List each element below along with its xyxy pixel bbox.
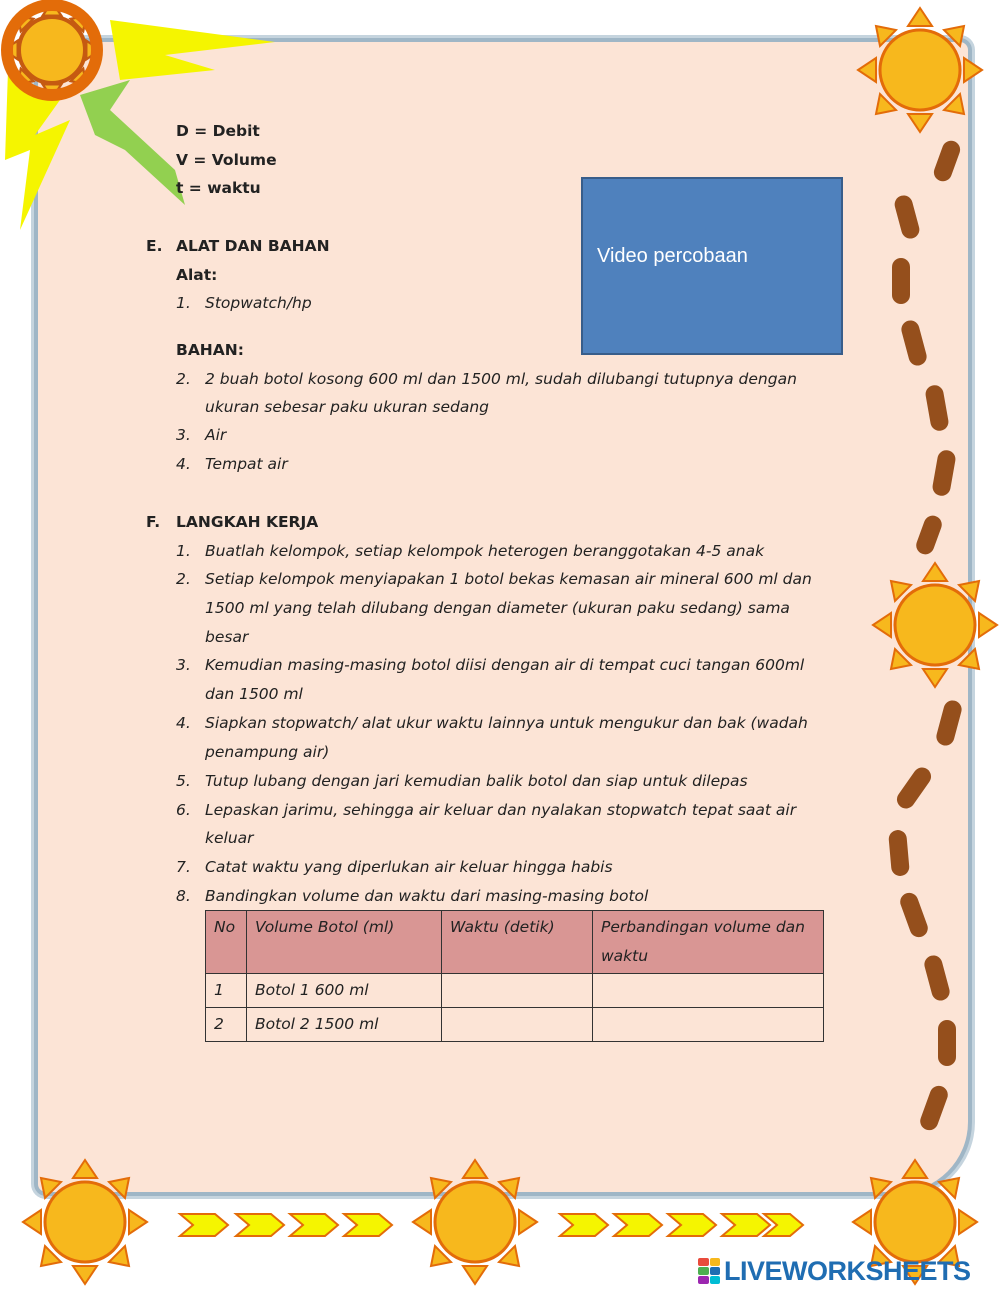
lightning-icon (80, 80, 185, 205)
section-f-heading: LANGKAH KERJA (176, 513, 319, 531)
tool-number: 1. (176, 294, 191, 312)
step-text: Catat waktu yang diperlukan air keluar hingga habis (205, 858, 613, 876)
cell-no: 2 (206, 1008, 247, 1042)
cell-volume: Botol 1 600 ml (247, 974, 442, 1008)
brand-name: LIVEWORKSHEETS (724, 1255, 971, 1286)
section-e-heading: ALAT DAN BAHAN (176, 237, 330, 255)
logo-icon (698, 1258, 720, 1284)
sun-icon (23, 1160, 147, 1284)
step-number: 1. (176, 542, 191, 560)
step-text-cont: dan 1500 ml (205, 685, 303, 703)
observation-table (205, 910, 824, 1042)
material-item: 2 buah botol kosong 600 ml dan 1500 ml, sudah dilubangi tutupnya dengan (205, 370, 797, 388)
step-text: Tutup lubang dengan jari kemudian balik botol dan siap untuk dilepas (205, 772, 748, 790)
definition-volume: V = Volume (176, 151, 277, 169)
lightning-icon (110, 20, 275, 80)
cell-no: 1 (206, 974, 247, 1008)
material-number: 3. (176, 426, 191, 444)
step-text: Buatlah kelompok, setiap kelompok heterogen beranggotakan 4-5 anak (205, 542, 765, 560)
step-number: 5. (176, 772, 191, 790)
video-box[interactable] (581, 177, 843, 355)
sun-icon (858, 8, 982, 132)
material-item: Air (205, 426, 227, 444)
video-box-label: Video percobaan (597, 245, 748, 267)
material-number: 4. (176, 455, 191, 473)
definition-debit: D = Debit (176, 122, 260, 140)
step-text-cont: besar (205, 628, 249, 646)
step-text: Bandingkan volume dan waktu dari masing-masing botol (205, 887, 649, 905)
header-volume: Volume Botol (ml) (247, 911, 442, 974)
step-number: 4. (176, 714, 191, 732)
step-text-cont: keluar (205, 829, 254, 847)
step-text: Setiap kelompok menyiapakan 1 botol bekas kemasan air mineral 600 ml dan (205, 570, 812, 588)
materials-label: BAHAN: (176, 341, 244, 359)
step-text-cont: 1500 ml yang telah dilubang dengan diameter (ukuran paku sedang) sama (205, 599, 790, 617)
header-no: No (206, 911, 247, 974)
material-number: 2. (176, 370, 191, 388)
sun-icon (4, 2, 101, 99)
material-item-cont: ukuran sebesar paku ukuran sedang (205, 398, 490, 416)
step-number: 8. (176, 887, 191, 905)
definition-time: t = waktu (176, 179, 261, 197)
header-ratio: Perbandingan volume dan waktu (593, 911, 824, 974)
cell-time-input[interactable] (442, 974, 593, 1008)
step-number: 2. (176, 570, 191, 588)
material-item: Tempat air (205, 455, 288, 473)
step-number: 7. (176, 858, 191, 876)
section-e-letter: E. (146, 237, 163, 255)
sun-icon (413, 1160, 537, 1284)
step-number: 6. (176, 801, 191, 819)
sun-icon (873, 563, 997, 687)
step-text: Siapkan stopwatch/ alat ukur waktu lainnya untuk mengukur dan bak (wadah (205, 714, 808, 732)
tool-item: Stopwatch/hp (205, 294, 312, 312)
cell-ratio-input[interactable] (593, 974, 824, 1008)
step-text: Lepaskan jarimu, sehingga air keluar dan nyalakan stopwatch tepat saat air (205, 801, 797, 819)
header-time: Waktu (detik) (442, 911, 593, 974)
step-text: Kemudian masing-masing botol diisi dengan air di tempat cuci tangan 600ml (205, 656, 805, 674)
step-text-cont: penampung air) (205, 743, 330, 761)
cell-ratio-input[interactable] (593, 1008, 824, 1042)
liveworksheets-logo[interactable] (698, 1254, 971, 1288)
cell-time-input[interactable] (442, 1008, 593, 1042)
table-header-row (206, 911, 824, 974)
section-f-letter: F. (146, 513, 161, 531)
cell-volume: Botol 2 1500 ml (247, 1008, 442, 1042)
step-number: 3. (176, 656, 191, 674)
table-row (206, 1008, 824, 1042)
table-row (206, 974, 824, 1008)
tools-label: Alat: (176, 266, 218, 284)
